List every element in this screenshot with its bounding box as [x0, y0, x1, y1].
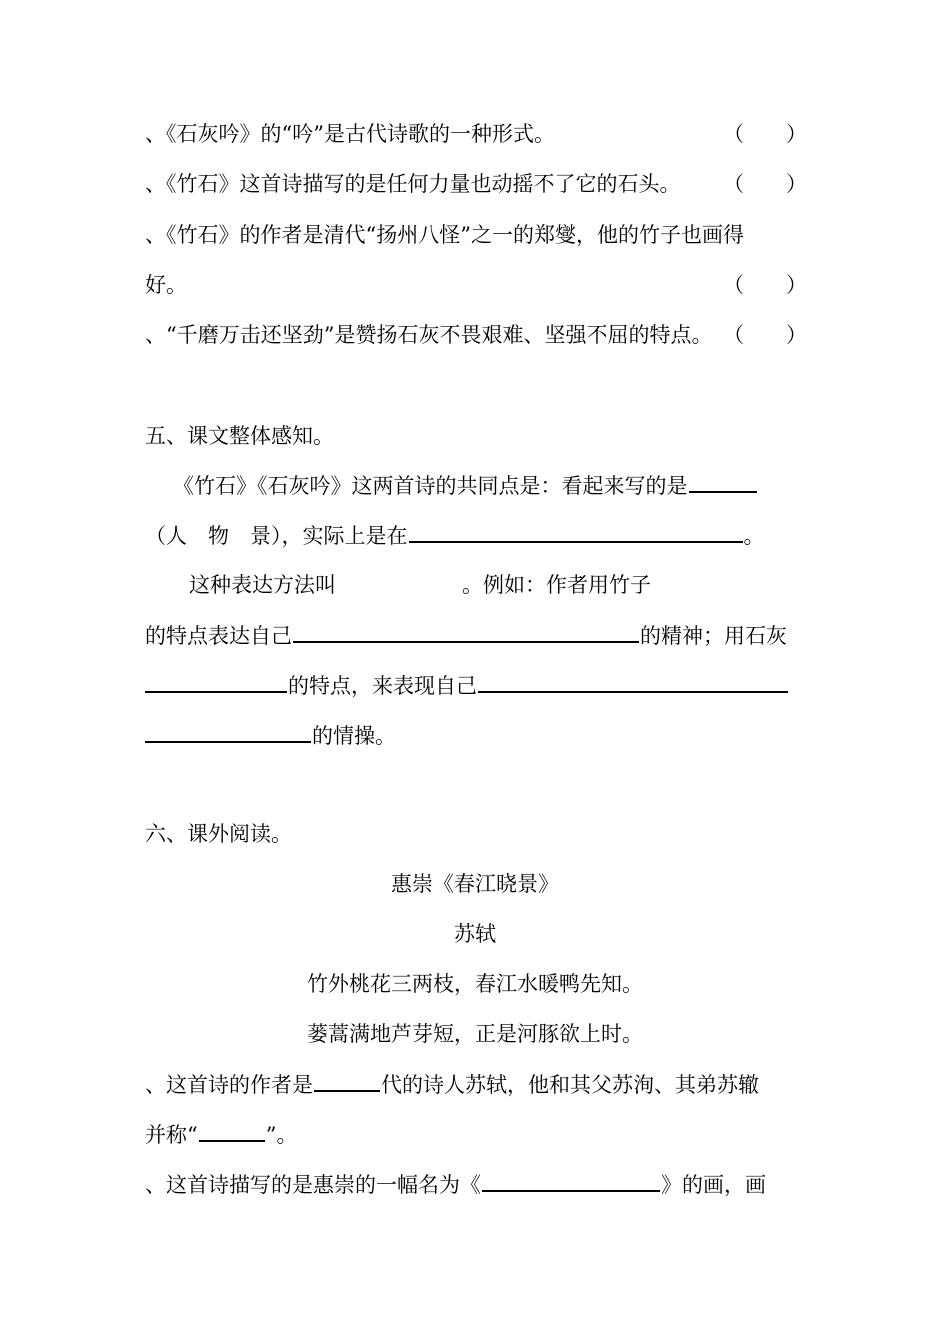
section-5-line-6: [145, 719, 807, 751]
fill-blank[interactable]: [293, 619, 639, 643]
reading-question-1-text-c: 并称“: [145, 1123, 198, 1147]
section-5-line-5: [145, 669, 807, 701]
section-6-heading: 六、课外阅读。: [145, 822, 292, 846]
reading-question-2-text-b: 》的画，画: [661, 1173, 766, 1197]
poem-title: 惠崇《春江晓景》: [391, 872, 559, 896]
fill-blank[interactable]: [314, 1068, 380, 1092]
answer-parentheses[interactable]: （ ）: [723, 323, 807, 347]
section-5-line-1: [145, 469, 807, 501]
reading-question-2-text: 、这首诗描写的是惠崇的一幅名为《: [145, 1173, 481, 1197]
judge-question-1: [145, 118, 807, 150]
section-5-text-6: 的情操。: [312, 724, 396, 748]
fill-blank[interactable]: [482, 1168, 660, 1192]
judge-question-3: [145, 219, 807, 251]
section-5-text-3: 这种表达方法叫: [189, 573, 336, 597]
reading-question-1-text-d: ”。: [265, 1123, 298, 1147]
judge-question-3-text-cont: 好。: [145, 273, 187, 297]
section-5-text-5: 的特点，来表现自己: [288, 674, 477, 698]
section-5-text-2: （人 物 景），实际上是在: [145, 524, 408, 548]
section-5-text-3b: 。例如：作者用竹子: [462, 573, 651, 597]
section-5-text-1: 《竹石》《石灰吟》这两首诗的共同点是：看起来写的是: [173, 474, 688, 498]
judge-question-3-cont: [145, 269, 807, 301]
fill-blank[interactable]: [145, 719, 311, 743]
section-5-text-4b: 的精神；用石灰: [640, 624, 787, 648]
reading-question-1-text-b: 代的诗人苏轼，他和其父苏洵、其弟苏辙: [381, 1073, 759, 1097]
section-5-line-4: [145, 619, 807, 651]
section-5-text-2-end: 。: [743, 524, 765, 548]
fill-blank[interactable]: [409, 519, 743, 543]
reading-question-1: [145, 1068, 807, 1100]
judge-question-4-text: 、“千磨万击还坚劲”是赞扬石灰不畏艰难、坚强不屈的特点。: [145, 323, 713, 347]
fill-blank[interactable]: [689, 469, 757, 493]
section-5-line-2: [145, 519, 807, 551]
reading-question-1-cont: [145, 1118, 807, 1150]
poem-author: 苏轼: [454, 922, 496, 946]
judge-question-4: [145, 319, 807, 351]
section-5-text-4: 的特点表达自己: [145, 624, 292, 648]
answer-parentheses[interactable]: （ ）: [723, 273, 807, 297]
answer-parentheses[interactable]: （ ）: [723, 122, 807, 146]
judge-question-2-text: 、《竹石》这首诗描写的是任何力量也动摇不了它的石头。: [145, 172, 681, 196]
fill-blank[interactable]: [199, 1118, 265, 1142]
reading-question-1-text: 、这首诗的作者是: [145, 1073, 313, 1097]
poem-line-2: 蒌蒿满地芦芽短，正是河豚欲上时。: [307, 1022, 643, 1046]
reading-question-2: [145, 1168, 807, 1200]
judge-question-2: [145, 168, 807, 200]
section-5-heading: 五、课文整体感知。: [145, 424, 334, 448]
judge-question-3-text: 、《竹石》的作者是清代“扬州八怪”之一的郑燮，他的竹子也画得: [145, 223, 744, 247]
answer-parentheses[interactable]: （ ）: [723, 172, 807, 196]
fill-blank[interactable]: [478, 669, 788, 693]
poem-line-1: 竹外桃花三两枝，春江水暖鸭先知。: [307, 972, 643, 996]
section-5-line-3: [145, 569, 807, 601]
judge-question-1-text: 、《石灰吟》的“吟”是古代诗歌的一种形式。: [145, 122, 555, 146]
fill-blank[interactable]: [145, 669, 287, 693]
